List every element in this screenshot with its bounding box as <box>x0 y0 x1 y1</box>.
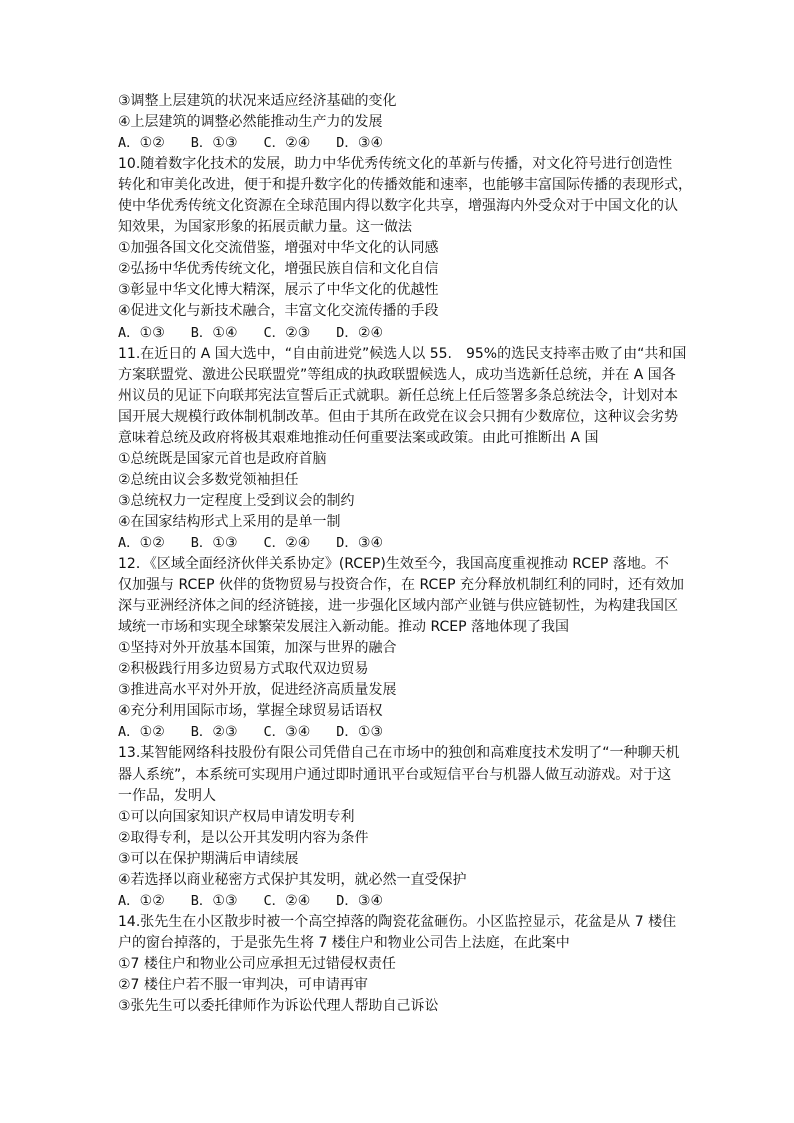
answer-options <box>118 891 684 912</box>
question-stem: 器人系统”，本系统可实现用户通过即时通讯平台或短信平台与机器人做互动游戏。对于这 <box>118 766 672 783</box>
statement: ④在国家结构形式上采用的是单一制 <box>118 513 341 530</box>
statement: ②总统由议会多数党领袖担任 <box>118 471 299 488</box>
answer-options <box>118 722 684 743</box>
statement: ①加强各国文化交流借鉴，增强对中华文化的认同感 <box>118 240 439 257</box>
question-stem: 国开展大规模行政体制机制改革。但由于其所在政党在议会只拥有少数席位，这种议会劣势 <box>118 408 678 425</box>
statement: ②7 楼住户若不服一审判决，可申请再审 <box>118 976 368 993</box>
option-c: C．②③ <box>263 324 311 341</box>
statement: ①坚持对外开放基本国策，加深与世界的融合 <box>118 640 397 657</box>
exam-page <box>118 91 692 1017</box>
question-14 <box>118 912 684 1017</box>
question-stem: 14.张先生在小区散步时被一个高空掉落的陶瓷花盆砸伤。小区监控显示，花盆是从 7 楼住 <box>118 913 677 930</box>
option-d: D．③④ <box>336 892 383 909</box>
option-c: C．②④ <box>263 892 311 909</box>
statement: ③推进高水平对外开放，促进经济高质量发展 <box>118 682 397 699</box>
question-13 <box>118 743 684 911</box>
statement: ①总统既是国家元首也是政府首脑 <box>118 450 327 467</box>
question-stem: 10.随着数字化技术的发展，助力中华优秀传统文化的革新与传播，对文化符号进行创造性 <box>118 156 673 173</box>
statement: ②取得专利，是以公开其发明内容为条件 <box>118 829 369 846</box>
option-c: C．②④ <box>263 135 311 152</box>
question-9-continuation <box>118 91 684 154</box>
option-a: A．①② <box>118 724 165 741</box>
option-d: D．②④ <box>336 324 383 341</box>
statement: ③彰显中华文化博大精深，展示了中华文化的优越性 <box>118 282 439 299</box>
statement: ②积极践行用多边贸易方式取代双边贸易 <box>118 661 369 678</box>
question-stem: 12．《区域全面经济伙伴关系协定》(RCEP)生效至今，我国高度重视推动 RCEP 落地。不 <box>118 556 669 573</box>
question-stem: 13.某智能网络科技股份有限公司凭借自己在市场中的独创和高难度技术发明了“一种聊天机 <box>118 745 680 762</box>
question-stem: 深与亚洲经济体之间的经济链接，进一步强化区域内部产业链与供应链韧性，为构建我国区 <box>118 598 678 615</box>
question-stem: 意味着总统及政府将极其艰难地推动任何重要法案或政策。由此可推断出 A 国 <box>118 429 599 446</box>
option-a: A．①③ <box>118 324 165 341</box>
statement: ③总统权力一定程度上受到议会的制约 <box>118 492 355 509</box>
option-b: B．②③ <box>190 724 238 741</box>
question-stem: 方案联盟党、激进公民联盟党”等组成的执政联盟候选人，成功当选新任总统，并在 A 国各 <box>118 366 676 383</box>
statement: ③调整上层建筑的状况来适应经济基础的变化 <box>118 93 397 109</box>
answer-options <box>118 133 684 154</box>
answer-options <box>118 533 684 554</box>
statement: ③张先生可以委托律师作为诉讼代理人帮助自己诉讼 <box>118 998 439 1015</box>
statement: ③可以在保护期满后申请续展 <box>118 850 299 867</box>
option-b: B．①④ <box>190 324 238 341</box>
option-a: A．①② <box>118 892 165 909</box>
question-stem: 户的窗台掉落的，于是张先生将 7 楼住户和物业公司告上法庭，在此案中 <box>118 934 570 951</box>
option-b: B．①③ <box>190 892 238 909</box>
question-stem: 使中华优秀传统文化资源在全球范围内得以数字化共享，增强海内外受众对于中国文化的认 <box>118 198 678 215</box>
answer-options <box>118 323 684 344</box>
statement: ①可以向国家知识产权局申请发明专利 <box>118 808 355 825</box>
option-a: A．①② <box>118 534 165 551</box>
option-d: D．③④ <box>336 534 383 551</box>
statement: ②弘扬中华优秀传统文化，增强民族自信和文化自信 <box>118 261 439 278</box>
question-stem: 仅加强与 RCEP 伙伴的货物贸易与投资合作，在 RCEP 充分释放机制红利的同时，还有效加 <box>118 577 684 594</box>
option-a: A．①② <box>118 135 165 152</box>
option-c: C．③④ <box>263 724 311 741</box>
question-stem: 知效果，为国家形象的拓展贡献力量。这一做法 <box>118 219 412 236</box>
option-c: C．②④ <box>263 534 311 551</box>
option-d: D．③④ <box>336 135 383 152</box>
option-b: B．①③ <box>190 534 238 551</box>
question-11 <box>118 344 687 554</box>
question-stem: 11.在近日的 A 国大选中，“自由前进党”候选人以 55. 95%的选民支持率击败了由“共和国 <box>118 345 687 362</box>
question-stem: 州议员的见证下向联邦宪法宣誓后正式就职。新任总统上任后签署多条总统法令，计划对本 <box>118 387 678 404</box>
question-10 <box>118 154 692 343</box>
option-d: D．①③ <box>336 724 383 741</box>
question-stem: 域统一市场和实现全球繁荣发展注入新动能。推动 RCEP 落地体现了我国 <box>118 619 569 636</box>
statement: ①7 楼住户和物业公司应承担无过错侵权责任 <box>118 955 396 972</box>
question-stem: 一作品，发明人 <box>118 787 216 804</box>
statement: ④若选择以商业秘密方式保护其发明，就必然一直受保护 <box>118 871 467 888</box>
option-b: B．①③ <box>190 135 238 152</box>
statement: ④促进文化与新技术融合，丰富文化交流传播的手段 <box>118 303 439 320</box>
statement: ④充分利用国际市场，掌握全球贸易话语权 <box>118 703 383 720</box>
question-12 <box>118 554 684 743</box>
statement: ④上层建筑的调整必然能推动生产力的发展 <box>118 114 383 131</box>
question-stem: 转化和审美化改进，便于和提升数字化的传播效能和速率，也能够丰富国际传播的表现形式， <box>118 177 692 194</box>
